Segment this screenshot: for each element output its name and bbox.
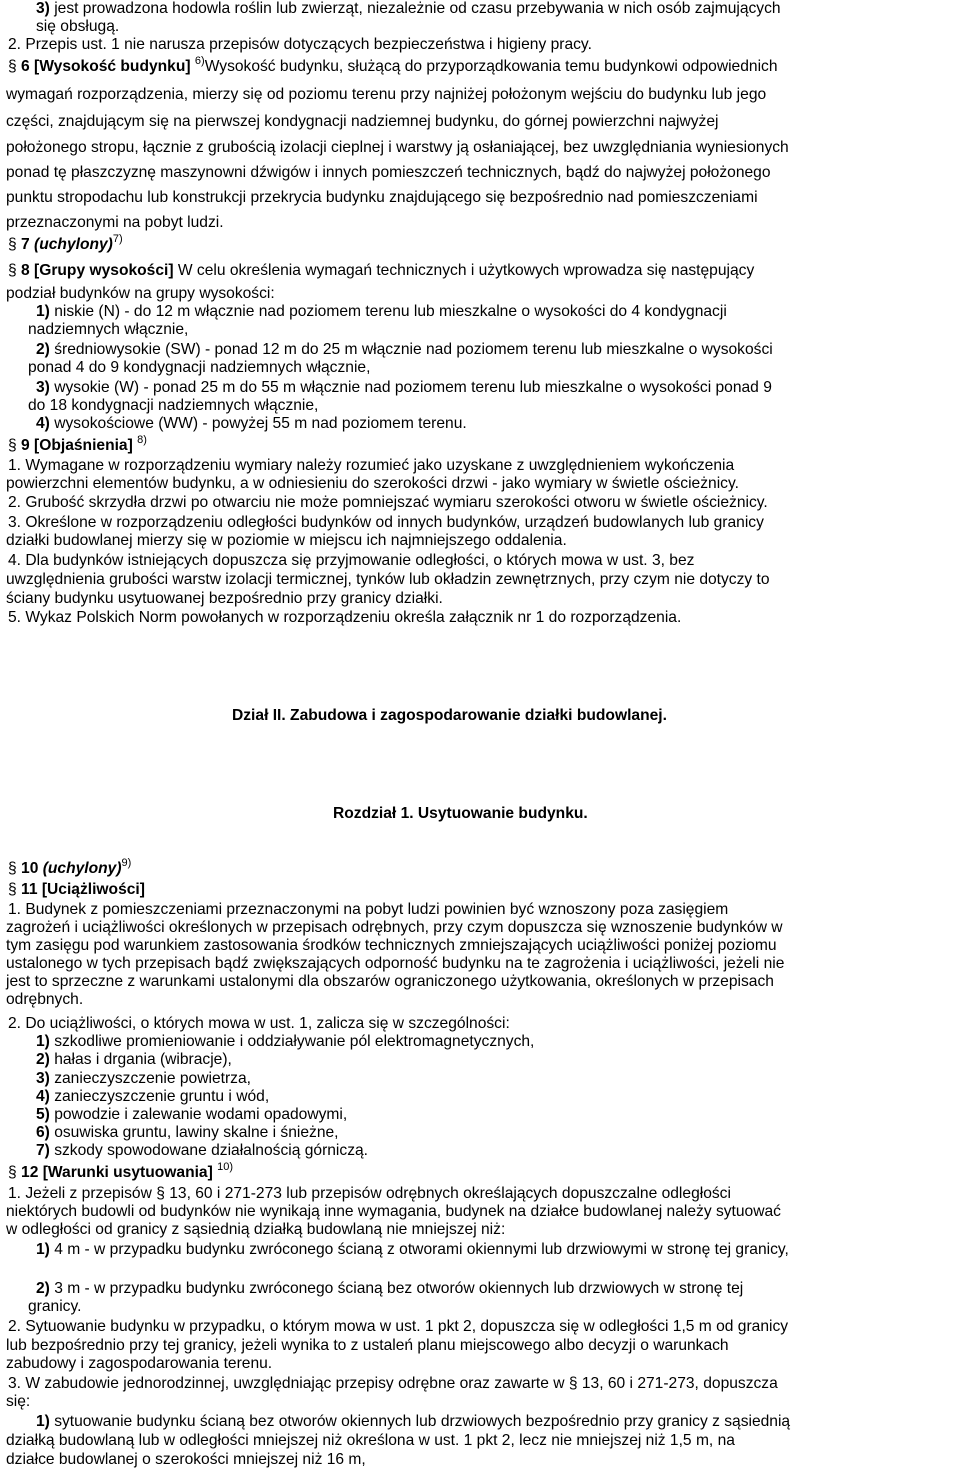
text-run: nadziemnych włącznie,	[28, 321, 189, 338]
text-line	[6, 955, 784, 973]
bold-text: 4)	[36, 415, 50, 432]
section-sign: §	[156, 1185, 170, 1202]
text-line	[28, 321, 188, 339]
text-line	[6, 919, 783, 937]
text-line	[8, 1185, 731, 1203]
footnote-ref: 8)	[137, 434, 147, 446]
footnote-ref: 10)	[217, 1161, 234, 1173]
bold-text: 12 [Warunki usytuowania]	[21, 1164, 213, 1181]
text-run: się:	[6, 1393, 31, 1410]
text-line	[6, 475, 739, 493]
text-line	[8, 881, 145, 899]
text-line	[36, 1413, 790, 1431]
text-run: w odległości od granicy z sąsiednią działką budowlaną nie mniejszej niż:	[6, 1221, 506, 1238]
text-line	[6, 113, 719, 131]
text-run: 4 m - w przypadku budynku zwróconego ścianą z otworami okiennymi lub drzwiowymi w stronę tej granicy,	[49, 1241, 789, 1258]
bold-text: 3)	[36, 0, 50, 17]
text-line	[8, 857, 132, 878]
text-run: powierzchni elementów budynku, a w odniesieniu do szerokości drzwi - jako wymiary w świetle ościeżnicy.	[6, 475, 739, 492]
section-sign: §	[8, 437, 22, 454]
text-line	[28, 397, 318, 415]
bold-text: (uchylony)	[42, 860, 122, 877]
text-line	[36, 18, 119, 36]
text-line	[6, 214, 224, 232]
text-line	[8, 1161, 234, 1182]
bold-text: 3)	[36, 1070, 50, 1087]
text-line	[36, 1033, 534, 1051]
text-line	[6, 1432, 735, 1450]
text-line	[8, 457, 734, 475]
bold-text: 5)	[36, 1106, 50, 1123]
section-sign: §	[8, 881, 22, 898]
bold-text: 7)	[36, 1142, 50, 1159]
text-line	[36, 303, 727, 321]
text-run: punktu stropodachu lub konstrukcji przekrycia budynku znajdującego się bezpośrednio nad pomieszczeniami	[6, 189, 758, 206]
text-run: Wysokość budynku, służącą do przyporządkowania temu budynkowi odpowiednich	[204, 58, 778, 75]
text-run: powodzie i zalewanie wodami opadowymi,	[49, 1106, 348, 1123]
text-run: zabudowy i zagospodarowania terenu.	[6, 1355, 273, 1372]
text-run: 1. Budynek z pomieszczeniami przeznaczonymi na pobyt ludzi powinien być wznoszony poza zasięgiem	[8, 901, 729, 918]
text-line	[6, 973, 774, 991]
text-line	[8, 552, 694, 570]
text-run: położonego stropu, łącznie z grubością izolacji cieplnej i warstwy ją osłaniającej, bez uwzględniania wyniesionych	[6, 139, 789, 156]
text-line	[8, 1015, 510, 1033]
text-run: 3 m - w przypadku budynku zwróconego ścianą bez otworów okiennych lub drzwiowych w stronę tej	[49, 1280, 744, 1297]
bold-text: 2)	[36, 341, 50, 358]
text-line	[6, 1221, 505, 1239]
text-line	[36, 1280, 743, 1298]
text-line	[8, 1318, 788, 1336]
bold-text: 8 [Grupy wysokości]	[21, 262, 174, 279]
text-run: lub bezpośrednio przy tej granicy, jeżeli wynika to z ustaleń planu miejscowego albo decyzji o warunkach	[6, 1337, 729, 1354]
text-line	[8, 36, 592, 54]
text-run: tym zasięgu pod warunkiem zastosowania środków technicznych zmniejszających uciążliwości poniżej poziomu	[6, 937, 777, 954]
text-run: 4. Dla budynków istniejących dopuszcza się przyjmowanie odległości, o których mowa w ust. 3, bez	[8, 552, 695, 569]
text-line	[36, 1070, 251, 1088]
text-run: podział budynków na grupy wysokości:	[6, 285, 275, 302]
bold-text: 4)	[36, 1088, 50, 1105]
text-run: 1. Wymagane w rozporządzeniu wymiary należy rozumieć jako uzyskane z uwzględnieniem wykończenia	[8, 457, 735, 474]
footnote-ref: 9)	[121, 857, 132, 869]
text-line	[6, 937, 777, 955]
bold-text: 9 [Objaśnienia]	[21, 437, 133, 454]
text-run: 3. Określone w rozporządzeniu odległości budynków od innych budynków, urządzeń budowlanych lub granicy	[8, 514, 764, 531]
text-line	[36, 1142, 368, 1160]
section-sign: §	[8, 1164, 22, 1181]
section-sign: §	[568, 1375, 582, 1392]
text-line	[6, 86, 766, 104]
text-run: granicy.	[28, 1298, 82, 1315]
text-run: do 18 kondygnacji nadziemnych włącznie,	[28, 397, 319, 414]
text-run: odrębnych.	[6, 991, 84, 1008]
text-run: części, znajdującym się na pierwszej kondygnacji nadziemnej budynku, do górnej powierzchni najwyżej	[6, 113, 719, 130]
text-line	[6, 532, 567, 550]
bold-text: 1)	[36, 1413, 50, 1430]
text-run: zanieczyszczenie powietrza,	[49, 1070, 251, 1087]
text-run: się obsługą.	[36, 18, 120, 35]
text-run: średniowysokie (SW) - ponad 12 m do 25 m włącznie nad poziomem terenu lub mieszkalne o wysokości	[49, 341, 773, 358]
text-run: W celu określenia wymagań technicznych i użytkowych wprowadza się następujący	[173, 262, 755, 279]
division-heading: Dział II. Zabudowa i zagospodarowanie działki budowlanej.	[232, 707, 667, 724]
text-line	[6, 590, 443, 608]
bold-text: 2)	[36, 1280, 50, 1297]
text-line	[6, 1451, 366, 1469]
text-run: ustalonego w tych przepisach bądź zwiększających odporność budynku na te zagrożenia i uciążliwości, jeżeli nie	[6, 955, 785, 972]
text-run: niskie (N) - do 12 m włącznie nad poziomem terenu lub mieszkalne o wysokości do 4 kondygnacji	[49, 303, 727, 320]
text-line	[6, 285, 275, 303]
text-line	[6, 1203, 781, 1221]
text-line	[36, 379, 772, 397]
text-run: zanieczyszczenie gruntu i wód,	[49, 1088, 270, 1105]
text-run: 5. Wykaz Polskich Norm powołanych w rozporządzeniu określa załącznik nr 1 do rozporządzenia.	[8, 609, 682, 626]
text-run: hałas i drgania (wibracje),	[49, 1051, 232, 1068]
text-line	[36, 415, 467, 433]
bold-text: 6 [Wysokość budynku]	[21, 58, 191, 75]
bold-text: 3)	[36, 379, 50, 396]
text-run: ponad 4 do 9 kondygnacji nadziemnych włącznie,	[28, 359, 371, 376]
text-line	[6, 164, 771, 182]
text-run: przeznaczonymi na pobyt ludzi.	[6, 214, 224, 231]
text-line	[8, 233, 123, 254]
text-run: sytuowanie budynku ścianą bez otworów okiennych lub drzwiowych bezpośrednio przy granicy z sąsiednią	[49, 1413, 791, 1430]
text-run: zagrożeń i uciążliwości określonych w przepisach odrębnych, przy czym dopuszcza się wznoszenie budynków w	[6, 919, 783, 936]
section-sign: §	[8, 262, 22, 279]
text-line	[28, 359, 370, 377]
text-run: niektórych budowli od budynków nie wynikają inne wymagania, budynek na działce budowlanej należy sytuować	[6, 1203, 781, 1220]
text-line	[6, 139, 789, 157]
text-line	[8, 55, 778, 76]
text-line	[28, 1298, 81, 1316]
text-line	[8, 494, 768, 512]
bold-text: 1)	[36, 303, 50, 320]
text-run: wysokościowe (WW) - powyżej 55 m nad poziomem terenu.	[49, 415, 467, 432]
text-line	[36, 1051, 232, 1069]
text-run: 2. Do uciążliwości, o których mowa w ust. 1, zalicza się w szczególności:	[8, 1015, 510, 1032]
text-line	[8, 609, 681, 627]
bold-text: 6)	[36, 1124, 50, 1141]
text-line	[6, 1393, 30, 1411]
text-run: ściany budynku usytuowanej bezpośrednio przy granicy działki.	[6, 590, 443, 607]
text-run: ponad tę płaszczyznę maszynowni dźwigów i innych pomieszczeń technicznych, bądź do najwyżej położonego	[6, 164, 771, 181]
text-run: 13, 60 i 271-273 lub przepisów odrębnych określających dopuszczalne odległości	[169, 1185, 731, 1202]
text-run: uwzględnienia grubości warstw izolacji termicznej, tynków lub okładzin zewnętrznych, przy czym nie dotyczy to	[6, 571, 770, 588]
text-run: 13, 60 i 271-273, dopuszcza	[581, 1375, 778, 1392]
footnote-ref: 7)	[112, 233, 123, 245]
footnote-ref: 6)	[194, 55, 205, 67]
bold-text: 10	[21, 860, 43, 877]
text-line	[36, 1124, 339, 1142]
bold-text: 7	[21, 236, 35, 253]
section-sign: §	[8, 860, 22, 877]
text-run: 3. W zabudowie jednorodzinnej, uwzględniając przepisy odrębne oraz zawarte w	[8, 1375, 569, 1392]
text-run: 2. Grubość skrzydła drzwi po otwarciu nie może pomniejszać wymiaru szerokości otworu w świetle ościeżnicy.	[8, 494, 768, 511]
bold-text: 1)	[36, 1033, 50, 1050]
text-run: osuwiska gruntu, lawiny skalne i śnieżne,	[49, 1124, 339, 1141]
text-run: działką budowlaną lub w odległości mniejszej niż określona w ust. 1 pkt 2, lecz nie mniejszej niż 1,5 m, na	[6, 1432, 735, 1449]
bold-text: 1)	[36, 1241, 50, 1258]
bold-text: 11 [Uciążliwości]	[21, 881, 145, 898]
text-line	[6, 189, 758, 207]
text-run: 1. Jeżeli z przepisów	[8, 1185, 157, 1202]
text-line	[8, 901, 728, 919]
text-run: wysokie (W) - ponad 25 m do 55 m włącznie nad poziomem terenu lub mieszkalne o wysokości ponad 9	[49, 379, 772, 396]
chapter-heading: Rozdział 1. Usytuowanie budynku.	[333, 805, 588, 822]
text-line	[36, 1241, 789, 1259]
text-line	[36, 0, 781, 18]
text-line	[6, 571, 770, 589]
text-line	[6, 1337, 729, 1355]
text-line	[36, 1106, 347, 1124]
section-sign: §	[8, 236, 22, 253]
section-sign: §	[8, 58, 22, 75]
text-run: jest prowadzona hodowla roślin lub zwierząt, niezależnie od czasu przebywania w nich osób zajmujących	[49, 0, 781, 17]
text-run: szkodliwe promieniowanie i oddziaływanie pól elektromagnetycznych,	[49, 1033, 535, 1050]
text-run: 2. Przepis ust. 1 nie narusza przepisów dotyczących bezpieczeństwa i higieny pracy.	[8, 36, 592, 53]
text-line	[8, 1375, 778, 1393]
text-run: 2. Sytuowanie budynku w przypadku, o którym mowa w ust. 1 pkt 2, dopuszcza się w odległości 1,5 m od granicy	[8, 1318, 789, 1335]
text-run: działki budowlanej mierzy się w poziomie w miejscu ich najmniejszego oddalenia.	[6, 532, 567, 549]
text-line	[8, 262, 754, 280]
text-run: szkody spowodowane działalnością górniczą.	[49, 1142, 368, 1159]
text-line	[8, 514, 764, 532]
text-line	[36, 1088, 269, 1106]
bold-text: (uchylony)	[34, 236, 113, 253]
text-line	[36, 341, 773, 359]
bold-text: 2)	[36, 1051, 50, 1068]
text-line	[6, 991, 83, 1009]
text-line	[8, 434, 147, 455]
text-run: jest to sprzeczne z warunkami ustalonymi dla obszarów ograniczonego użytkowania, określonych w przepisach	[6, 973, 774, 990]
text-line	[6, 1355, 272, 1373]
text-run: wymagań rozporządzenia, mierzy się od poziomu terenu przy najniżej położonym wejściu do budynku lub jego	[6, 86, 767, 103]
text-run: działce budowlanej o szerokości mniejszej niż 16 m,	[6, 1451, 366, 1468]
